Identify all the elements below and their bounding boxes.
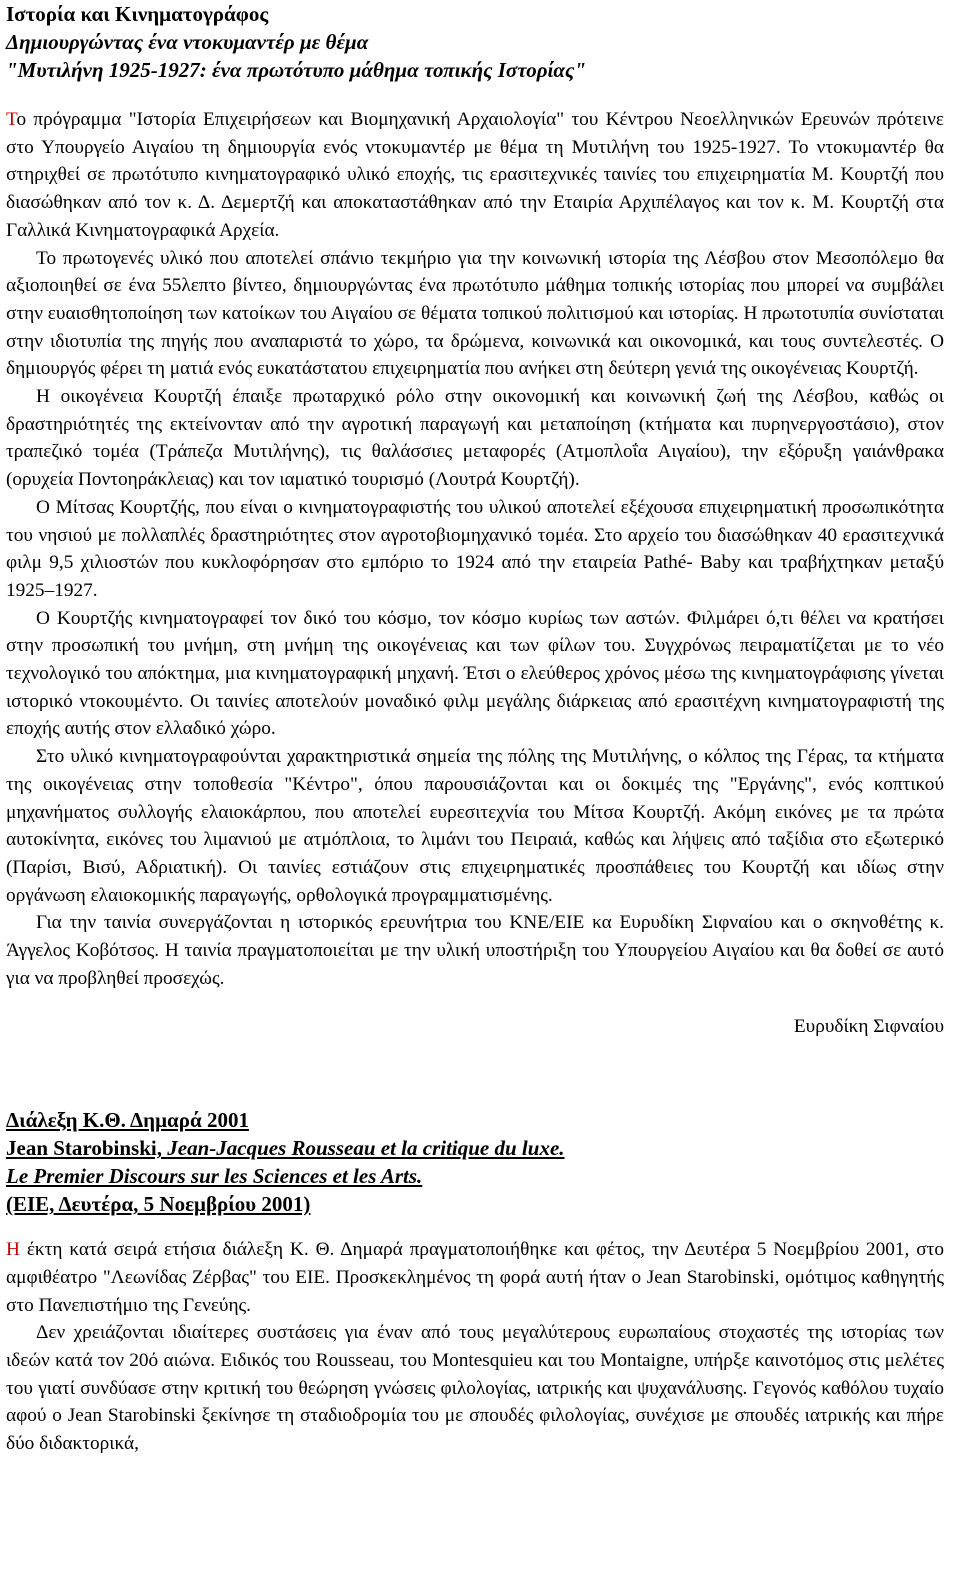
- lecture-date: (ΕΙΕ, Δευτέρα, 5 Νοεμβρίου 2001): [6, 1192, 311, 1217]
- lecture-heading: [6, 1106, 944, 1218]
- paragraph-intro: [6, 106, 944, 245]
- paragraph: Στο υλικό κινηματογραφούνται χαρακτηριστικά σημεία της πόλης της Μυτιλήνης, ο κόλπος της Γέρας, τα κτήματα της οικογένειας στην τοποθεσία "Κέντρο", όπου παρουσιάζονται και οι δοκιμές της "Εργάνης", ενός κοπτικού μηχανήματος συλλογής ελαιοκάρπου, που αποτελεί ευρεσιτεχνία του Μίτσα Κουρτζή. Ακόμη εικόνες με τα πρώτα αυτοκίνητα, εικόνες του λιμανιού με ατμόπλοια, το λιμάνι του Πειραιά, καθώς και λήψεις από ταξίδια στο εξωτερικό (Παρίσι, Βισύ, Αδριατική). Οι ταινίες εστιάζουν στις επιχειρηματικές προσπάθειες του Κουρτζή και ιδίως στην οργάνωση ελαιοκομικής παραγωγής, ορθολογικά προγραμματισμένης.: [6, 746, 944, 906]
- paragraph: Για την ταινία συνεργάζονται η ιστορικός ερευνήτρια του ΚΝΕ/ΕΙΕ κα Ευρυδίκη Σιφναίου και ο σκηνοθέτης κ. Άγγελος Κοβότσος. Η ταινία πραγματοποιείται με την υλική υποστήριξη του Υπουργείου Αιγαίου και θα δοθεί σε αυτό για να προβληθεί προσεχώς.: [6, 912, 944, 989]
- lecture-speaker: Jean Starobinski,: [6, 1136, 168, 1161]
- spacer: [6, 84, 944, 106]
- article-subtitle: Δημιουργώντας ένα ντοκυμαντέρ με θέμα: [6, 30, 369, 54]
- lecture-speaker-line: [6, 1134, 944, 1162]
- paragraph: Το πρωτογενές υλικό που αποτελεί σπάνιο τεκμήριο για την κοινωνική ιστορία της Λέσβου στον Μεσοπόλεμο θα αξιοποιηθεί σε ένα 55λεπτο βίντεο, δημιουργώντας ένα πρωτότυπο μάθημα τοπικής ιστορίας που μπορεί να συμβάλει στην ευαισθητοποίηση των κατοίκων του Αιγαίου σε θέματα τοπικού πολιτισμού και ιστορίας. Η πρωτοτυπία συνίσταται στην ιδιοτυπία της πηγής που αναπαριστά το χώρο, τα δρώμενα, κοινωνικά και οικονομικά, και τους συντελεστές. Ο δημιουργός φέρει τη ματιά ενός ευκατάστατου επιχειρηματία που ανήκει στη δεύτερη γενιά της οικογένειας Κουρτζή.: [6, 247, 944, 380]
- article-history-cinema: [6, 0, 944, 1040]
- paragraph-text: έκτη κατά σειρά ετήσια διάλεξη Κ. Θ. Δημαρά πραγματοποιήθηκε και φέτος, την Δευτέρα 5 Νοεμβρίου 2001, στο αμφιθέατρο "Λεωνίδας Ζέρβας" του ΕΙΕ. Προσκεκλημένος τη φορά αυτή ήταν ο Jean Starobinski, ομότιμος καθηγητής στο Πανεπιστήμιο της Γενεύης.: [6, 1239, 944, 1316]
- lecture-topic: Jean-Jacques Rousseau et la critique du luxe.: [167, 1136, 565, 1161]
- lecture-subtopic: Le Premier Discours sur les Sciences et les Arts.: [6, 1164, 423, 1189]
- paragraph-text: ο πρόγραμμα "Ιστορία Επιχειρήσεων και Βιομηχανική Αρχαιολογία" του Κέντρου Νεοελληνικών Ερευνών πρότεινε στο Υπουργείο Αιγαίου τη δημιουργία ενός ντοκυμαντέρ με θέμα τη Μυτιλήνη του 1925-1927. Το ντοκυμαντέρ θα στηριχθεί σε πρωτότυπο κινηματογραφικό υλικό εποχής, τις ερασιτεχνικές ταινίες του επιχειρηματία Μ. Κουρτζή που διασώθηκαν από τον κ. Δ. Δεμερτζή και αποκαταστάθηκαν από την Εταιρία Αρχιπέλαγος και τον κ. Μ. Κουρτζή στα Γαλλικά Κινηματογραφικά Αρχεία.: [6, 109, 944, 241]
- paragraph: Η οικογένεια Κουρτζή έπαιξε πρωταρχικό ρόλο στην οικονομική και κοινωνική ζωή της Λέσβου, καθώς οι δραστηριότητές της εκτείνονταν από την αγροτική παραγωγή και μεταποίηση (κτήματα και πυρηνεργοστάσιο), στον τραπεζικό τομέα (Τράπεζα Μυτιλήνης), τις θαλάσσιες μεταφορές (Ατμοπλοΐα Αιγαίου), την εξόρυξη γαιάνθρακα (ορυχεία Ποντοηράκλειας) και τον ιαματικό τουρισμό (Λουτρά Κουρτζή).: [6, 386, 944, 491]
- paragraph: Ο Κουρτζής κινηματογραφεί τον δικό του κόσμο, τον κόσμο κυρίως των αστών. Φιλμάρει ό,τι θέλει να κρατήσει στην προσωπική του μνήμη, στη μνήμη της οικογένειας και των φίλων του. Συγχρόνως πειραματίζεται με το νέο τεχνολογικό του απόκτημα, μια κινηματογραφική μηχανή. Έτσι ο ελεύθερος χρόνος μέσω της κινηματογράφισης γίνεται ιστορικό ντοκουμέντο. Οι ταινίες αποτελούν μοναδικό φιλμ μεγάλης διάρκειας από ερασιτέχνη κινηματογραφιστή της εποχής αυτής στον ελλαδικό χώρο.: [6, 607, 944, 740]
- paragraph: Δεν χρειάζονται ιδιαίτερες συστάσεις για έναν από τους μεγαλύτερους ευρωπαίους στοχαστές της ιστορίας των ιδεών κατά τον 20ό αιώνα. Ειδικός του Rousseau, του Montesquieu και του Montaigne, υπήρξε καινοτόμος στις μελέτες του γιατί συνδύασε στην κριτική του θεώρηση γνώσεις φιλολογίας, ιατρικής και ψυχανάλυσης. Γεγονός καθόλου τυχαίο αφού ο Jean Starobinski ξεκίνησε τη σταδιοδρομία του με σπουδές φιλολογίας, συνέχισε με σπουδές ιατρικής και πήρε δύο διδακτορικά,: [6, 1322, 944, 1455]
- section-gap: [6, 1040, 944, 1106]
- lecture-title: Διάλεξη Κ.Θ. Δημαρά 2001: [6, 1108, 249, 1133]
- drop-letter: Η: [6, 1239, 20, 1261]
- paragraph-intro: [6, 1236, 944, 1319]
- author-signature: Ευρυδίκη Σιφναίου: [793, 1015, 944, 1037]
- paragraph: Ο Μίτσας Κουρτζής, που είναι ο κινηματογραφιστής του υλικού αποτελεί εξέχουσα επιχειρηματική προσωπικότητα του νησιού με πολλαπλές δραστηριότητες στον αγροτοβιομηχανικό τομέα. Στο αρχείο του διασώθηκαν 40 ερασιτεχνικά φιλμ 9,5 χιλιοστών που κυκλοφόρησαν στο εμπόριο το 1924 από την εταιρεία Pathé- Baby και τραβήχτηκαν μεταξύ 1925–1927.: [6, 496, 944, 601]
- article-dimaras-lecture: [6, 1106, 944, 1458]
- drop-letter: Τ: [6, 109, 17, 130]
- article-subtitle-film: "Μυτιλήνη 1925-1927: ένα πρωτότυπο μάθημα τοπικής Ιστορίας": [6, 58, 587, 82]
- article-title: Ιστορία και Κινηματογράφος: [6, 2, 269, 26]
